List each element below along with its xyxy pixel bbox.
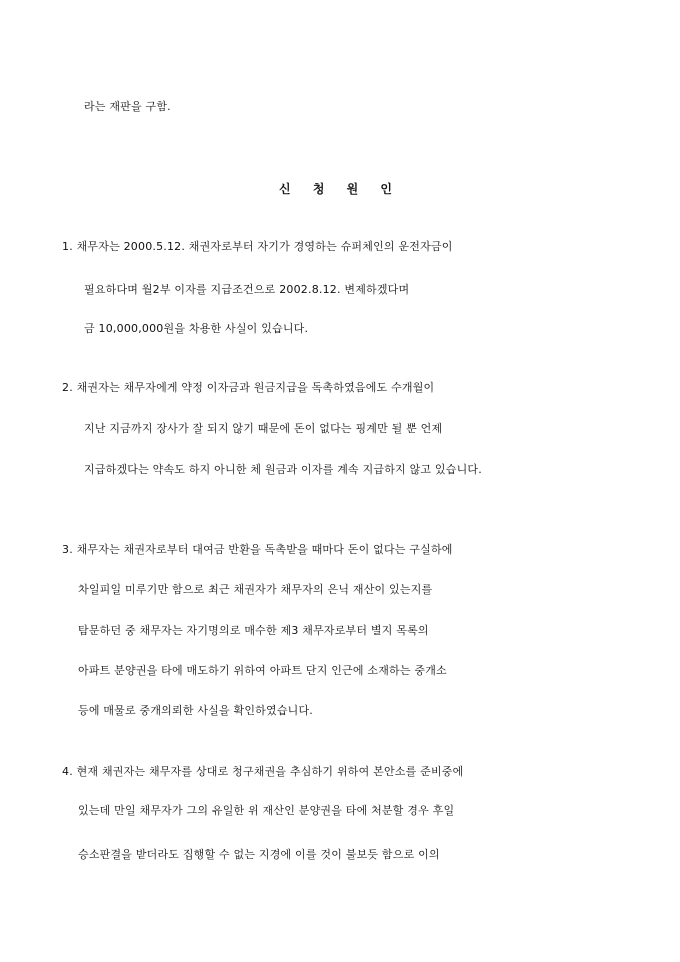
paragraph-line: 지급하겠다는 약속도 하지 아니한 체 원금과 이자를 계속 지급하지 않고 있습니다. [84, 463, 482, 476]
paragraph-line: 2. 채권자는 채무자에게 약정 이자금과 원금지급을 독촉하였음에도 수개월이 [62, 381, 435, 394]
paragraph-line: 아파트 분양권을 타에 매도하기 위하여 아파트 단지 인근에 소재하는 중개소 [78, 664, 447, 677]
paragraph-line: 1. 채무자는 2000.5.12. 채권자로부터 자기가 경영하는 슈퍼체인의 운전자금이 [62, 240, 453, 253]
paragraph-line: 필요하다며 월2부 이자를 지급조건으로 2002.8.12. 변제하겠다며 [84, 283, 410, 296]
section-heading: 신 청 원 인 [279, 182, 401, 196]
paragraph-line: 지난 지금까지 장사가 잘 되지 않기 때문에 돈이 없다는 핑계만 될 뿐 언제 [84, 422, 443, 435]
paragraph-line: 있는데 만일 채무자가 그의 유일한 위 재산인 분양권을 타에 처분할 경우 후일 [78, 804, 455, 817]
paragraph-line: 금 10,000,000원을 차용한 사실이 있습니다. [84, 322, 309, 335]
paragraph-line: 4. 현재 채권자는 채무자를 상대로 청구채권을 추심하기 위하여 본안소를 준비중에 [62, 765, 464, 778]
paragraph-line: 3. 채무자는 채권자로부터 대여금 반환을 독촉받을 때마다 돈이 없다는 구실하에 [62, 543, 453, 556]
paragraph-line: 차일피일 미루기만 함으로 최근 채권자가 채무자의 은닉 재산이 있는지를 [78, 583, 433, 596]
paragraph-line: 승소판결을 받더라도 집행할 수 없는 지경에 이를 것이 불보듯 함으로 이의 [78, 848, 440, 861]
opening-line: 라는 재판을 구함. [84, 100, 171, 113]
paragraph-line: 등에 매물로 중개의뢰한 사실을 확인하였습니다. [78, 704, 314, 717]
paragraph-line: 탐문하던 중 채무자는 자기명의로 매수한 제3 채무자로부터 별지 목록의 [78, 624, 429, 637]
